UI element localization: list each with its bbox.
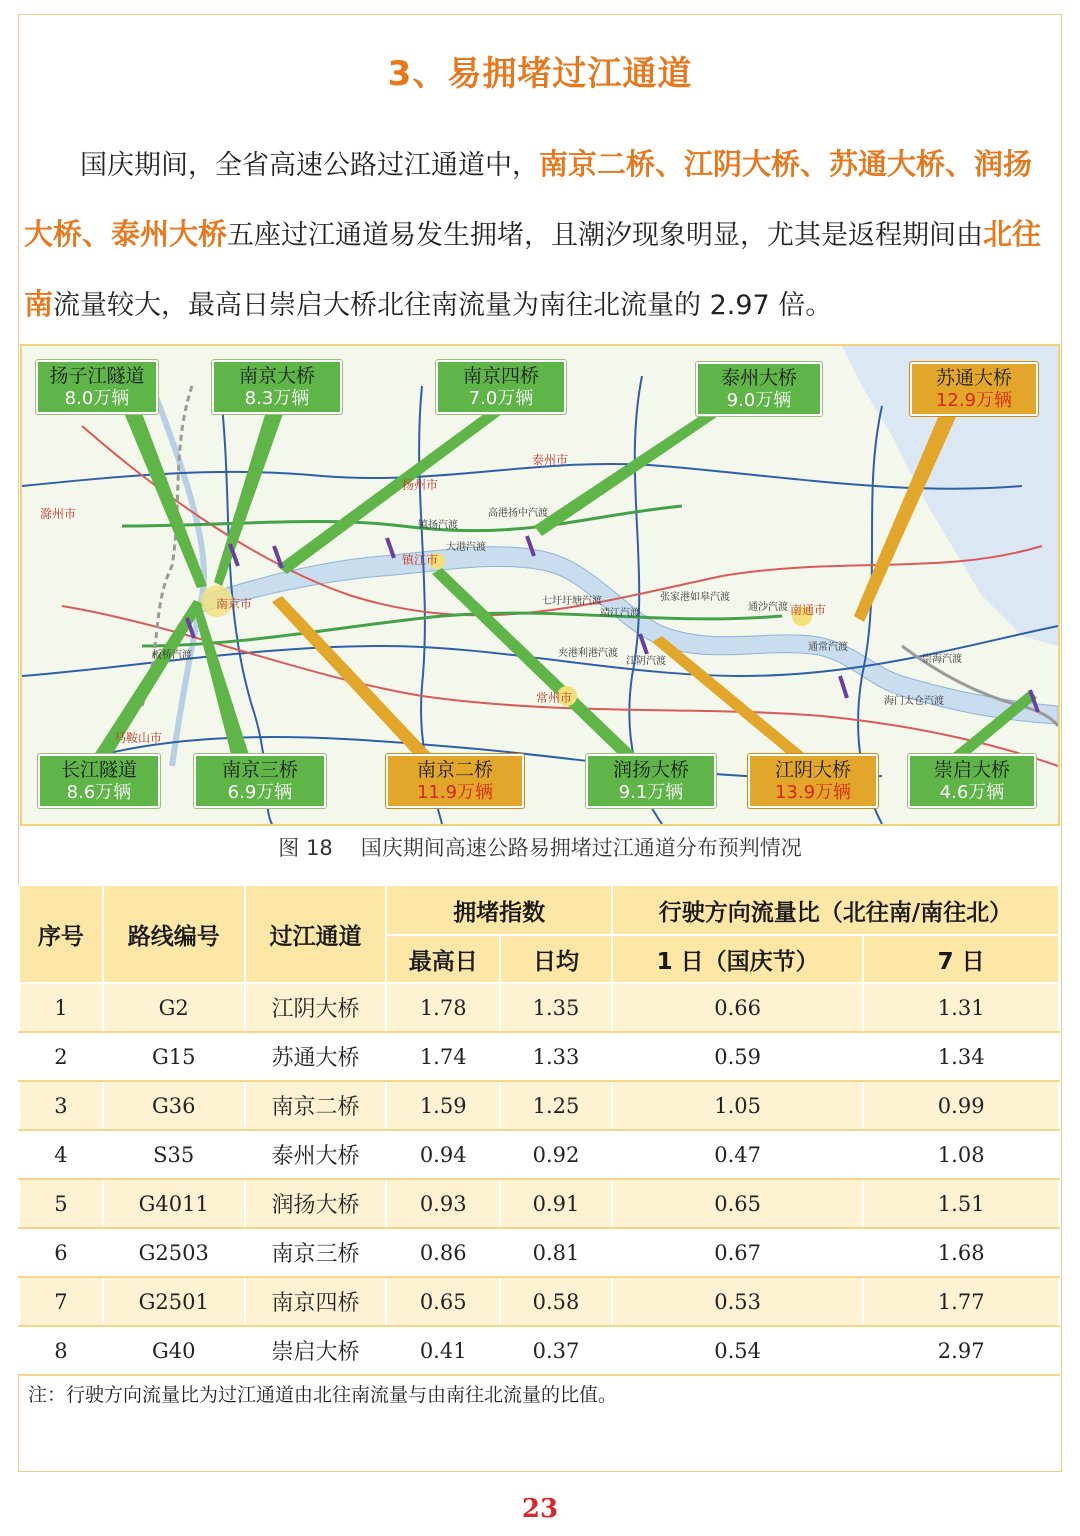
map-label-nanjing-bridge	[212, 360, 342, 414]
cell-max: 0.86	[386, 1228, 500, 1277]
table-row	[19, 1081, 1059, 1130]
col-header-route: 路线编号	[103, 885, 245, 983]
ferry-label: 江阴汽渡	[626, 656, 666, 667]
cell-channel: 崇启大桥	[245, 1326, 387, 1375]
map-label-name: 泰州大桥	[720, 367, 797, 389]
cell-route: G2	[103, 983, 245, 1032]
place-label: 马鞍山市	[114, 731, 163, 745]
cell-route: G4011	[103, 1179, 245, 1228]
map-label-chongqi-bridge	[908, 754, 1036, 808]
ferry-label: 海门太仓汽渡	[884, 696, 944, 707]
ferry-label: 板桥汽渡	[152, 650, 192, 661]
page-number: 23	[521, 1494, 559, 1524]
map-label-yangtze-tunnel	[38, 754, 160, 808]
col-header-daily-avg: 日均	[500, 935, 612, 983]
cell-day1: 0.53	[612, 1277, 863, 1326]
map-label-value: 9.0万辆	[726, 390, 792, 411]
cell-day1: 0.47	[612, 1130, 863, 1179]
map-background	[22, 346, 1058, 824]
cell-day1: 0.67	[612, 1228, 863, 1277]
cell-day7: 2.97	[863, 1326, 1059, 1375]
cell-seq: 1	[19, 983, 103, 1032]
ferry-label: 大港汽渡	[446, 542, 486, 553]
cell-avg: 0.91	[500, 1179, 612, 1228]
map-label-name: 南京二桥	[416, 759, 493, 781]
cell-max: 0.41	[386, 1326, 500, 1375]
cell-day7: 1.68	[863, 1228, 1059, 1277]
para-text-1: 国庆期间，全省高速公路过江通道中，	[80, 150, 539, 181]
col-header-day1: 1 日（国庆节）	[612, 935, 863, 983]
map-label-name: 扬子江隧道	[49, 365, 145, 387]
cell-avg: 0.58	[500, 1277, 612, 1326]
map-label-value: 12.9万辆	[935, 390, 1013, 411]
map-label-runyang-bridge	[586, 754, 716, 808]
place-label: 常州市	[536, 691, 573, 705]
intro-paragraph	[24, 130, 1056, 340]
map-label-yangzijiang-tunnel	[36, 360, 158, 414]
map-label-value: 8.0万辆	[64, 388, 130, 409]
para-highlight-direction: 北往南	[24, 217, 1042, 321]
congestion-table	[18, 884, 1060, 1376]
ferry-label: 通常汽渡	[808, 642, 848, 653]
cell-channel: 江阴大桥	[245, 983, 387, 1032]
map-label-taizhou-bridge	[696, 362, 822, 416]
cell-seq: 5	[19, 1179, 103, 1228]
map-label-value: 9.1万辆	[618, 782, 684, 803]
cell-avg: 0.92	[500, 1130, 612, 1179]
cell-route: G2503	[103, 1228, 245, 1277]
figure-number: 图 18	[278, 836, 333, 860]
cell-seq: 4	[19, 1130, 103, 1179]
map-label-nanjing-3rd-bridge	[194, 754, 326, 808]
cell-max: 0.93	[386, 1179, 500, 1228]
cell-seq: 7	[19, 1277, 103, 1326]
cell-avg: 1.35	[500, 983, 612, 1032]
cell-day7: 1.31	[863, 983, 1059, 1032]
map-label-name: 长江隧道	[60, 759, 137, 781]
ferry-label: 崇海汽渡	[922, 654, 962, 665]
col-header-flow-ratio: 行驶方向流量比（北往南/南往北）	[612, 885, 1059, 935]
place-label: 镇江市	[402, 553, 439, 567]
col-header-day7: 7 日	[863, 935, 1059, 983]
map-label-name: 润扬大桥	[612, 759, 689, 781]
table-note: 注：行驶方向流量比为过江通道由北往南流量与由南往北流量的比值。	[28, 1384, 618, 1406]
cell-avg: 0.37	[500, 1326, 612, 1375]
map-label-name: 崇启大桥	[933, 759, 1010, 781]
ferry-label: 七圩圩塘汽渡	[542, 596, 602, 607]
ferry-label: 通沙汽渡	[748, 602, 788, 613]
map-label-name: 南京四桥	[462, 365, 539, 387]
table-row	[19, 1277, 1059, 1326]
place-label: 滁州市	[40, 507, 77, 521]
cell-route: G15	[103, 1032, 245, 1081]
col-header-channel: 过江通道	[245, 885, 387, 983]
figure-caption	[0, 832, 1080, 862]
section-title: 3、易拥堵过江通道	[387, 54, 693, 94]
para-highlight-bridges: 南京二桥、江阴大桥、苏通大桥、润扬大桥、泰州大桥	[24, 147, 1033, 251]
ferry-label: 夹港利港汽渡	[558, 648, 618, 659]
table-row	[19, 1326, 1059, 1375]
map-label-nanjing-2nd-bridge	[386, 754, 524, 808]
map-label-name: 南京三桥	[221, 759, 298, 781]
map-label-sutong-bridge	[910, 362, 1038, 416]
cell-day7: 1.77	[863, 1277, 1059, 1326]
map-label-name: 苏通大桥	[935, 367, 1012, 389]
cell-route: G40	[103, 1326, 245, 1375]
table-row	[19, 1130, 1059, 1179]
cell-day1: 0.59	[612, 1032, 863, 1081]
cell-day1: 1.05	[612, 1081, 863, 1130]
map-label-name: 南京大桥	[238, 365, 315, 387]
col-header-max-day: 最高日	[386, 935, 500, 983]
map-label-value: 13.9万辆	[774, 782, 852, 803]
cell-route: S35	[103, 1130, 245, 1179]
map-label-value: 7.0万辆	[468, 388, 534, 409]
cell-day1: 0.66	[612, 983, 863, 1032]
cell-day7: 0.99	[863, 1081, 1059, 1130]
place-label: 扬州市	[402, 478, 439, 492]
cell-channel: 润扬大桥	[245, 1179, 387, 1228]
cell-max: 0.94	[386, 1130, 500, 1179]
cell-max: 1.74	[386, 1032, 500, 1081]
table-row	[19, 1228, 1059, 1277]
para-text-3: 流量较大，最高日崇启大桥北往南流量为南往北流量的 2.97 倍。	[53, 290, 833, 321]
cell-channel: 苏通大桥	[245, 1032, 387, 1081]
table-row	[19, 1179, 1059, 1228]
cell-avg: 0.81	[500, 1228, 612, 1277]
map-label-value: 11.9万辆	[416, 782, 494, 803]
cell-day1: 0.65	[612, 1179, 863, 1228]
map-label-value: 4.6万辆	[939, 782, 1005, 803]
cell-day7: 1.08	[863, 1130, 1059, 1179]
cell-route: G2501	[103, 1277, 245, 1326]
cell-max: 1.78	[386, 983, 500, 1032]
place-label: 泰州市	[532, 453, 569, 467]
map-label-value: 8.3万辆	[244, 388, 310, 409]
col-header-seq: 序号	[19, 885, 103, 983]
place-label: 南通市	[790, 603, 827, 617]
cell-avg: 1.33	[500, 1032, 612, 1081]
cell-seq: 3	[19, 1081, 103, 1130]
map-label-nanjing-4th-bridge	[436, 360, 566, 414]
map-label-value: 8.6万辆	[66, 782, 132, 803]
cell-day1: 0.54	[612, 1326, 863, 1375]
cell-max: 0.65	[386, 1277, 500, 1326]
place-label: 南京市	[216, 597, 253, 611]
cell-channel: 南京四桥	[245, 1277, 387, 1326]
ferry-label: 高港扬中汽渡	[488, 508, 548, 519]
para-text-2: 五座过江通道易发生拥堵，且潮汐现象明显，尤其是返程期间由	[227, 220, 984, 251]
table-row	[19, 983, 1059, 1032]
map-label-name: 江阴大桥	[774, 759, 851, 781]
cell-avg: 1.25	[500, 1081, 612, 1130]
map-label-jiangyin-bridge	[748, 754, 878, 808]
ferry-label: 镇扬汽渡	[418, 520, 458, 531]
ferry-label: 靖江汽渡	[600, 608, 640, 619]
cell-channel: 泰州大桥	[245, 1130, 387, 1179]
map-label-value: 6.9万辆	[227, 782, 293, 803]
cell-channel: 南京二桥	[245, 1081, 387, 1130]
cell-seq: 2	[19, 1032, 103, 1081]
col-header-congestion: 拥堵指数	[386, 885, 612, 935]
cell-max: 1.59	[386, 1081, 500, 1130]
cell-seq: 8	[19, 1326, 103, 1375]
figure-caption-text: 国庆期间高速公路易拥堵过江通道分布预判情况	[360, 836, 802, 860]
cell-channel: 南京三桥	[245, 1228, 387, 1277]
table-row	[19, 1032, 1059, 1081]
cell-route: G36	[103, 1081, 245, 1130]
cell-day7: 1.34	[863, 1032, 1059, 1081]
cell-seq: 6	[19, 1228, 103, 1277]
river-crossing-map	[20, 344, 1060, 826]
cell-day7: 1.51	[863, 1179, 1059, 1228]
ferry-label: 张家港如皋汽渡	[660, 592, 730, 603]
